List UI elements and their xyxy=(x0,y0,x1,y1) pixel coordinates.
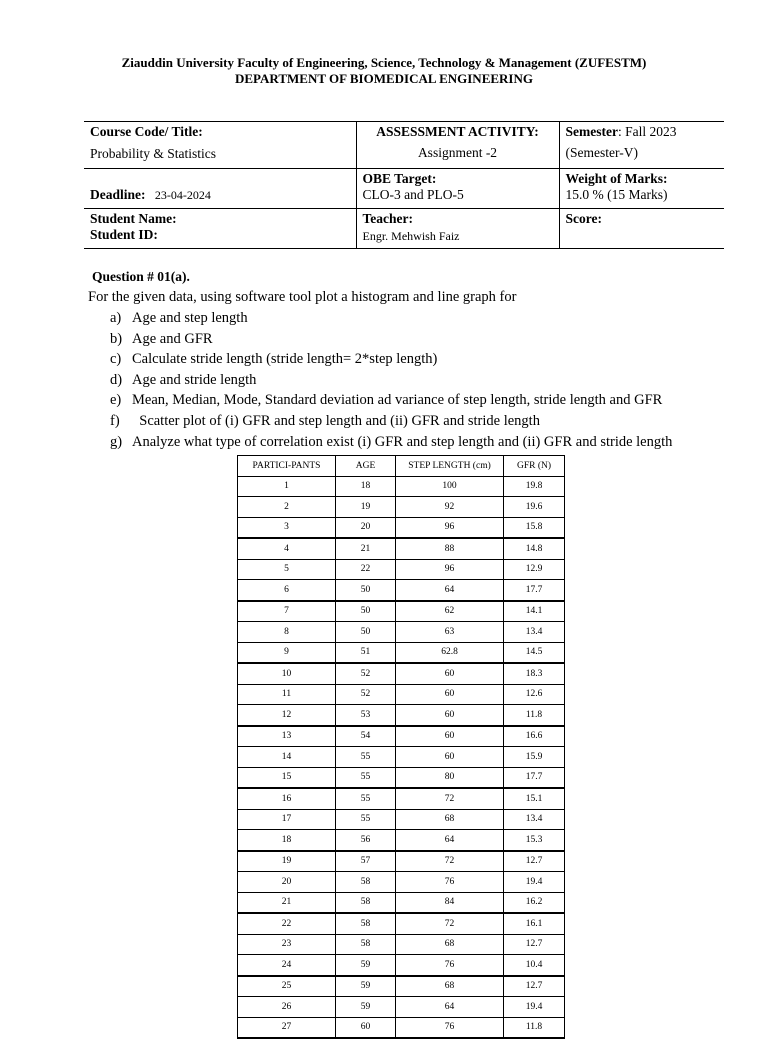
cell-gfr: 12.9 xyxy=(504,559,565,580)
task-item xyxy=(110,390,672,411)
score-cell xyxy=(559,209,724,249)
table-row xyxy=(238,601,565,622)
course-cell xyxy=(84,122,356,169)
task-text: Age and stride length xyxy=(132,371,257,388)
cell-step-length: 100 xyxy=(396,476,504,497)
cell-step-length: 76 xyxy=(396,872,504,893)
task-text: Mean, Median, Mode, Standard deviation ad variance of step length, stride length and GFR xyxy=(132,392,663,409)
cell-participant: 11 xyxy=(238,684,336,705)
cell-participant: 23 xyxy=(238,934,336,955)
table-row xyxy=(238,809,565,830)
cell-age: 19 xyxy=(336,497,396,518)
table-row xyxy=(238,997,565,1018)
cell-gfr: 15.8 xyxy=(504,517,565,538)
cell-step-length: 68 xyxy=(396,934,504,955)
cell-age: 21 xyxy=(336,538,396,559)
table-row xyxy=(238,851,565,872)
cell-participant: 12 xyxy=(238,705,336,726)
cell-step-length: 60 xyxy=(396,726,504,747)
cell-gfr: 19.4 xyxy=(504,997,565,1018)
table-row xyxy=(238,892,565,913)
header-participants: PARTICI-PANTS xyxy=(238,456,336,477)
cell-gfr: 14.1 xyxy=(504,601,565,622)
cell-step-length: 76 xyxy=(396,1017,504,1038)
table-row xyxy=(238,913,565,934)
teacher-label: Teacher: xyxy=(362,211,413,226)
table-body xyxy=(238,476,565,1038)
cell-step-length: 80 xyxy=(396,767,504,788)
cell-participant: 21 xyxy=(238,892,336,913)
task-text: Age and step length xyxy=(132,310,248,326)
table-row xyxy=(238,705,565,726)
cell-gfr: 17.7 xyxy=(504,767,565,788)
task-text: Calculate stride length (stride length= 2*step length) xyxy=(132,351,438,368)
cell-gfr: 12.7 xyxy=(504,851,565,872)
cell-participant: 16 xyxy=(238,788,336,809)
cell-age: 18 xyxy=(336,476,396,497)
cell-step-length: 60 xyxy=(396,663,504,684)
table-row xyxy=(238,788,565,809)
weight-label: Weight of Marks: xyxy=(565,171,668,186)
header-age: AGE xyxy=(336,456,396,477)
cell-gfr: 15.9 xyxy=(504,747,565,768)
table-header-row xyxy=(238,456,565,477)
task-item xyxy=(110,370,672,391)
table-row xyxy=(238,934,565,955)
task-text: Scatter plot of (i) GFR and step length and (ii) GFR and stride length xyxy=(132,412,540,429)
task-item xyxy=(110,349,672,370)
task-marker: f) xyxy=(110,412,120,429)
cell-gfr: 11.8 xyxy=(504,1017,565,1038)
cell-step-length: 60 xyxy=(396,705,504,726)
cell-age: 22 xyxy=(336,559,396,580)
cell-step-length: 72 xyxy=(396,851,504,872)
cell-gfr: 11.8 xyxy=(504,705,565,726)
obe-value: CLO-3 and PLO-5 xyxy=(362,187,464,202)
question-intro: For the given data, using software tool plot a histogram and line graph for xyxy=(88,289,517,305)
cell-step-length: 62.8 xyxy=(396,642,504,663)
cell-step-length: 88 xyxy=(396,538,504,559)
cell-participant: 2 xyxy=(238,497,336,518)
task-marker: d) xyxy=(110,371,123,388)
task-text: Age and GFR xyxy=(132,330,213,347)
cell-participant: 7 xyxy=(238,601,336,622)
cell-step-length: 64 xyxy=(396,580,504,601)
cell-step-length: 60 xyxy=(396,684,504,705)
semester-cell xyxy=(559,122,724,169)
task-marker: g) xyxy=(110,433,123,450)
assignment-info-table xyxy=(84,121,724,249)
course-label: Course Code/ Title: xyxy=(90,124,203,139)
table-row xyxy=(238,663,565,684)
cell-gfr: 19.8 xyxy=(504,476,565,497)
cell-participant: 6 xyxy=(238,580,336,601)
cell-participant: 26 xyxy=(238,997,336,1018)
cell-step-length: 72 xyxy=(396,913,504,934)
deadline-label: Deadline: xyxy=(90,187,146,202)
cell-age: 50 xyxy=(336,601,396,622)
cell-participant: 17 xyxy=(238,809,336,830)
cell-step-length: 76 xyxy=(396,955,504,976)
cell-gfr: 17.7 xyxy=(504,580,565,601)
cell-step-length: 64 xyxy=(396,830,504,851)
score-label: Score: xyxy=(565,211,602,226)
student-cell xyxy=(84,209,356,249)
cell-age: 58 xyxy=(336,892,396,913)
cell-participant: 24 xyxy=(238,955,336,976)
task-item xyxy=(110,329,672,350)
weight-value: 15.0 % (15 Marks) xyxy=(565,187,668,202)
cell-gfr: 14.5 xyxy=(504,642,565,663)
question-title: Question # 01(a). xyxy=(92,269,190,284)
cell-participant: 15 xyxy=(238,767,336,788)
cell-age: 54 xyxy=(336,726,396,747)
cell-participant: 3 xyxy=(238,517,336,538)
cell-age: 58 xyxy=(336,913,396,934)
cell-age: 53 xyxy=(336,705,396,726)
teacher-cell xyxy=(356,209,559,249)
cell-step-length: 96 xyxy=(396,559,504,580)
table-row xyxy=(238,872,565,893)
student-name-label: Student Name: xyxy=(90,211,177,226)
cell-age: 57 xyxy=(336,851,396,872)
table-row xyxy=(238,559,565,580)
task-item xyxy=(110,411,672,432)
table-row xyxy=(238,642,565,663)
task-item xyxy=(110,308,672,329)
table-row xyxy=(238,517,565,538)
activity-cell xyxy=(356,122,559,169)
cell-participant: 4 xyxy=(238,538,336,559)
table-row xyxy=(238,976,565,997)
table-row xyxy=(238,684,565,705)
task-text: Analyze what type of correlation exist (i) GFR and step length and (ii) GFR and stride length xyxy=(132,433,673,450)
semester-sub: (Semester-V) xyxy=(565,145,638,160)
cell-age: 59 xyxy=(336,955,396,976)
cell-step-length: 64 xyxy=(396,997,504,1018)
activity-label: ASSESSMENT ACTIVITY: xyxy=(376,124,539,139)
cell-age: 55 xyxy=(336,809,396,830)
cell-age: 50 xyxy=(336,622,396,643)
activity-value: Assignment -2 xyxy=(417,145,498,160)
task-item xyxy=(110,432,672,453)
cell-gfr: 15.1 xyxy=(504,788,565,809)
cell-participant: 8 xyxy=(238,622,336,643)
cell-participant: 25 xyxy=(238,976,336,997)
task-marker: b) xyxy=(110,330,123,347)
cell-age: 52 xyxy=(336,663,396,684)
task-marker: c) xyxy=(110,351,122,368)
cell-age: 52 xyxy=(336,684,396,705)
cell-participant: 1 xyxy=(238,476,336,497)
cell-step-length: 84 xyxy=(396,892,504,913)
participants-table xyxy=(237,455,565,1039)
university-title: Ziauddin University Faculty of Engineering, Science, Technology & Management (ZUFESTM) xyxy=(121,55,647,70)
header-step-length: STEP LENGTH (cm) xyxy=(396,456,504,477)
table-row xyxy=(238,955,565,976)
department-title: DEPARTMENT OF BIOMEDICAL ENGINEERING xyxy=(235,71,533,86)
cell-age: 55 xyxy=(336,788,396,809)
cell-step-length: 72 xyxy=(396,788,504,809)
cell-age: 58 xyxy=(336,872,396,893)
cell-step-length: 92 xyxy=(396,497,504,518)
task-marker: e) xyxy=(110,392,122,409)
cell-step-length: 63 xyxy=(396,622,504,643)
table-row xyxy=(238,497,565,518)
cell-participant: 20 xyxy=(238,872,336,893)
cell-participant: 22 xyxy=(238,913,336,934)
table-row xyxy=(238,580,565,601)
cell-gfr: 12.7 xyxy=(504,934,565,955)
cell-age: 58 xyxy=(336,934,396,955)
cell-gfr: 16.6 xyxy=(504,726,565,747)
cell-gfr: 12.7 xyxy=(504,976,565,997)
table-row xyxy=(238,767,565,788)
table-row xyxy=(238,538,565,559)
cell-participant: 10 xyxy=(238,663,336,684)
table-row xyxy=(238,830,565,851)
cell-gfr: 15.3 xyxy=(504,830,565,851)
cell-participant: 13 xyxy=(238,726,336,747)
semester-label: Semester xyxy=(565,124,618,139)
cell-step-length: 96 xyxy=(396,517,504,538)
cell-step-length: 68 xyxy=(396,809,504,830)
cell-gfr: 14.8 xyxy=(504,538,565,559)
cell-participant: 19 xyxy=(238,851,336,872)
cell-step-length: 60 xyxy=(396,747,504,768)
task-marker: a) xyxy=(110,310,122,326)
semester-value: : Fall 2023 xyxy=(617,124,677,139)
cell-gfr: 12.6 xyxy=(504,684,565,705)
cell-age: 55 xyxy=(336,747,396,768)
task-list xyxy=(110,308,672,452)
cell-gfr: 10.4 xyxy=(504,955,565,976)
cell-age: 55 xyxy=(336,767,396,788)
cell-step-length: 68 xyxy=(396,976,504,997)
weight-cell xyxy=(559,169,724,209)
cell-participant: 18 xyxy=(238,830,336,851)
cell-gfr: 13.4 xyxy=(504,809,565,830)
cell-gfr: 13.4 xyxy=(504,622,565,643)
cell-age: 60 xyxy=(336,1017,396,1038)
deadline-value: 23-04-2024 xyxy=(154,188,211,202)
cell-gfr: 19.4 xyxy=(504,872,565,893)
cell-age: 50 xyxy=(336,580,396,601)
cell-participant: 14 xyxy=(238,747,336,768)
cell-age: 56 xyxy=(336,830,396,851)
cell-age: 20 xyxy=(336,517,396,538)
cell-participant: 5 xyxy=(238,559,336,580)
cell-participant: 27 xyxy=(238,1017,336,1038)
deadline-cell xyxy=(84,169,356,209)
student-id-label: Student ID: xyxy=(90,227,158,242)
table-row xyxy=(238,622,565,643)
table-row xyxy=(238,747,565,768)
cell-age: 59 xyxy=(336,997,396,1018)
cell-step-length: 62 xyxy=(396,601,504,622)
teacher-value: Engr. Mehwish Faiz xyxy=(362,229,460,243)
table-row xyxy=(238,476,565,497)
cell-gfr: 16.1 xyxy=(504,913,565,934)
cell-gfr: 18.3 xyxy=(504,663,565,684)
obe-label: OBE Target: xyxy=(362,171,437,186)
header-gfr: GFR (N) xyxy=(504,456,565,477)
course-value: Probability & Statistics xyxy=(90,146,217,161)
cell-gfr: 19.6 xyxy=(504,497,565,518)
table-row xyxy=(238,1017,565,1038)
cell-gfr: 16.2 xyxy=(504,892,565,913)
table-row xyxy=(238,726,565,747)
cell-age: 59 xyxy=(336,976,396,997)
cell-participant: 9 xyxy=(238,642,336,663)
cell-age: 51 xyxy=(336,642,396,663)
obe-cell xyxy=(356,169,559,209)
